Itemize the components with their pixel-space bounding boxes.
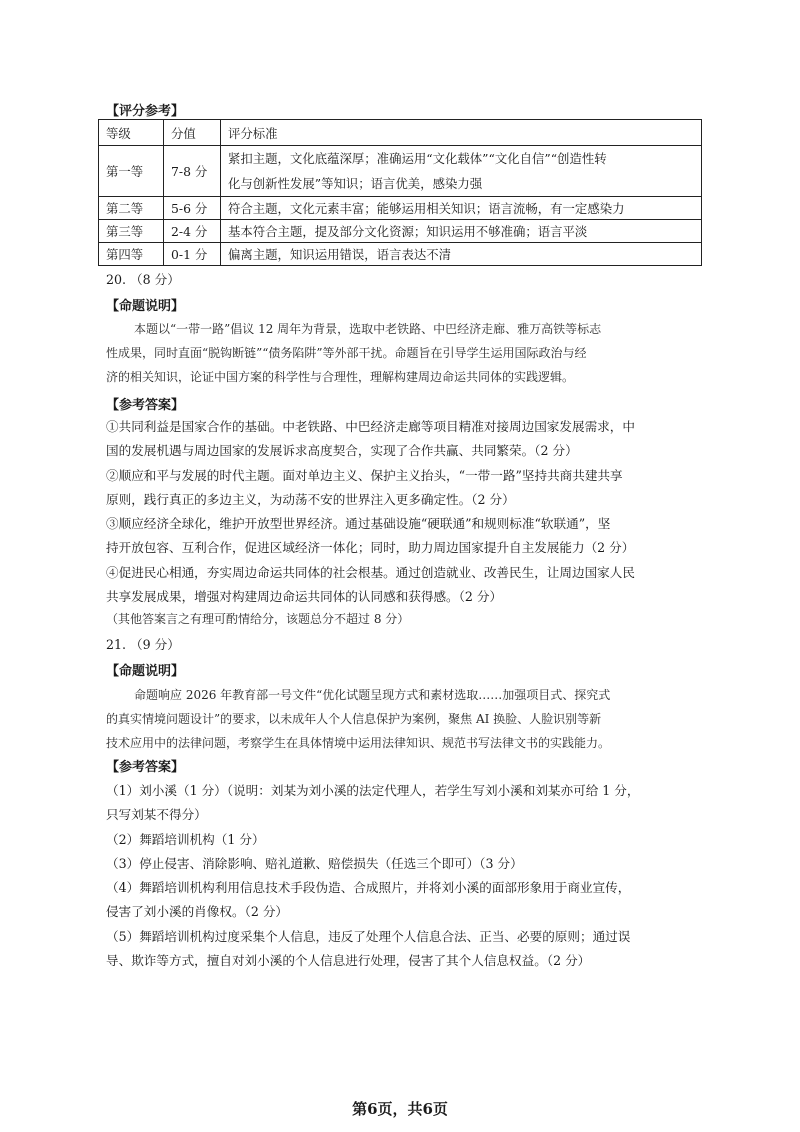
score-cell: 7-8 分 [164,146,221,197]
criteria-line: 紧扣主题，文化底蕴深厚；准确运用“文化载体”“文化自信”“创造性转 [228,151,607,166]
criteria-cell: 偏离主题，知识运用错误，语言表达不清 [221,243,702,266]
table-header-row [99,120,702,146]
explain-line: 的真实情境问题设计”的要求，以未成年人个人信息保护为案例，聚焦 AI 换脸、人脸识别等新 [106,712,602,726]
q20-explain-heading: 【命题说明】 [106,299,185,314]
table-row [99,197,702,220]
table-row [99,146,702,197]
rubric-heading: 【评分参考】 [106,104,185,119]
page-number: 第6页，共6页 [352,1100,448,1118]
explain-line: 命题响应 2026 年教育部一号文件“优化试题呈现方式和素材选取……加强项目式、探究式 [134,688,611,702]
table-row [99,220,702,243]
q21-answers [106,779,640,973]
answer-line: 国的发展机遇与周边国家的发展诉求高度契合，实现了合作共赢、共同繁荣。（2 分） [106,443,578,459]
header-cell-score: 分值 [164,120,221,146]
answer-line: （3）停止侵害、消除影响、赔礼道歉、赔偿损失（任选三个即可）（3 分） [106,855,523,871]
criteria-cell [221,146,702,197]
answer-line: 只写刘某不得分） [106,807,207,823]
answer-line: 共享发展成果，增强对构建周边命运共同体的认同感和获得感。（2 分） [106,589,503,605]
answer-line: 持开放包容、互利合作，促进区域经济一体化；同时，助力周边国家提升自主发展能力（2 分） [106,540,635,556]
answer-line: 导、欺诈等方式，擅自对刘小溪的个人信息进行处理，侵害了其个人信息权益。（2 分） [106,953,591,969]
level-cell: 第一等 [99,146,164,197]
explain-line: 性成果，同时直面“脱钩断链”“债务陷阱”等外部干扰。命题旨在引导学生运用国际政治与经 [106,346,587,360]
rubric-table [98,119,702,266]
score-cell: 0-1 分 [164,243,221,266]
header-cell-criteria: 评分标准 [221,120,702,146]
answer-line: 原则，践行真正的多边主义，为动荡不安的世界注入更多确定性。（2 分） [106,491,515,507]
answer-line: （1）刘小溪（1 分）（说明：刘某为刘小溪的法定代理人，若学生写刘小溪和刘某亦可给 1 分， [106,783,640,798]
q21-explain-heading: 【命题说明】 [106,664,185,679]
q21-answer-heading: 【参考答案】 [106,760,185,775]
answer-line: ④促进民心相通，夯实周边命运共同体的社会根基。通过创造就业、改善民生，让周边国家人民 [106,564,635,580]
q21-number: 21. （9 分） [106,637,180,652]
q20-answers [106,415,635,609]
answer-line: （5）舞蹈培训机构过度采集个人信息，违反了处理个人信息合法、正当、必要的原则；通过误 [106,928,631,944]
header-cell-level: 等级 [99,120,164,146]
criteria-cell: 符合主题，文化元素丰富；能够运用相关知识；语言流畅，有一定感染力 [221,197,702,220]
q20-number: 20. （8 分） [106,272,180,287]
q20-answer-heading: 【参考答案】 [106,398,185,413]
level-cell: 第三等 [99,220,164,243]
criteria-cell: 基本符合主题，提及部分文化资源；知识运用不够准确；语言平淡 [221,220,702,243]
table-row [99,243,702,266]
explain-line: 技术应用中的法律问题，考察学生在具体情境中运用法律知识、规范书写法律文书的实践能力。 [106,736,611,750]
q20-note: （其他答案言之有理可酌情给分，该题总分不超过 8 分） [106,612,410,626]
q21-explain [106,683,610,755]
score-cell: 5-6 分 [164,197,221,220]
answer-line: ③顺应经济全球化，维护开放型世界经济。通过基础设施“硬联通”和规则标准“软联通”，坚 [106,516,611,532]
answer-line: （2）舞蹈培训机构（1 分） [106,831,265,847]
answer-line: （4）舞蹈培训机构利用信息技术手段伪造、合成照片，并将刘小溪的面部形象用于商业宣传， [106,880,631,896]
q20-explain [106,317,601,389]
answer-line: ②顺应和平与发展的时代主题。面对单边主义、保护主义抬头，“一带一路”坚持共商共建共享 [106,467,623,483]
criteria-line: 化与创新性发展”等知识；语言优美，感染力强 [228,176,483,191]
level-cell: 第四等 [99,243,164,266]
level-cell: 第二等 [99,197,164,220]
answer-line: 侵害了刘小溪的肖像权。（2 分） [106,904,289,920]
explain-line: 本题以“一带一路”倡议 12 周年为背景，选取中老铁路、中巴经济走廊、雅万高铁等标志 [134,322,602,336]
answer-line: ①共同利益是国家合作的基础。中老铁路、中巴经济走廊等项目精准对接周边国家发展需求，中 [106,419,635,434]
score-cell: 2-4 分 [164,220,221,243]
explain-line: 济的相关知识，论证中国方案的科学性与合理性，理解构建周边命运共同体的实践逻辑。 [106,370,575,384]
